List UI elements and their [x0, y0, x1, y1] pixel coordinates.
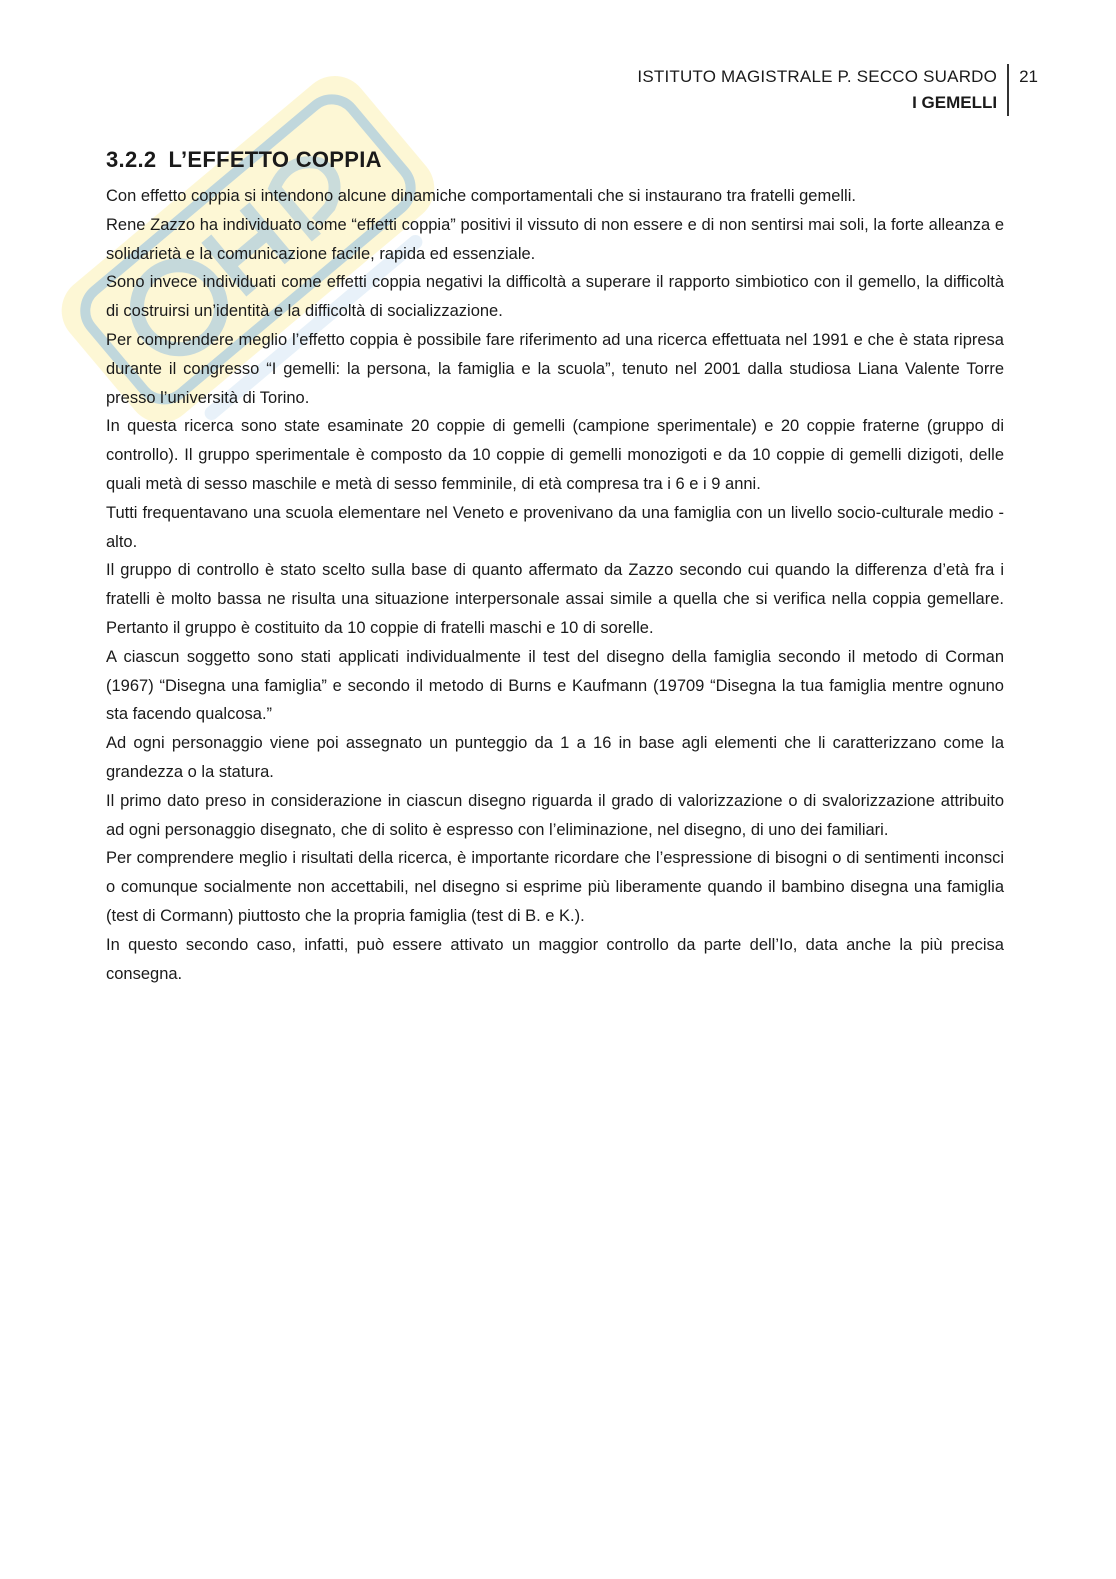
paragraph: Il primo dato preso in considerazione in ciascun disegno riguarda il grado di valorizzazione o di svalorizzazione attribuito ad ogni personaggio disegnato, che di solito è espresso con l’eliminazione, nel disegno, di uno dei familiari.	[106, 791, 1004, 839]
header-institute: ISTITUTO MAGISTRALE P. SECCO SUARDO	[637, 67, 998, 86]
paragraph: In questa ricerca sono state esaminate 20 coppie di gemelli (campione sperimentale) e 20 coppie fraterne (gruppo di controllo). Il gruppo sperimentale è composto da 10 coppie di gemelli monozigoti e da 10 coppie di gemelli dizigoti, delle quali metà di sesso maschile e metà di sesso femminile, di età compresa tra i 6 e i 9 anni.	[106, 417, 1004, 493]
paragraph: A ciascun soggetto sono stati applicati individualmente il test del disegno della famiglia secondo il metodo di Corman (1967) “Disegna una famiglia” e secondo il metodo di Burns e Kaufmann (19709 “Disegna la tua famiglia mentre ognuno sta facendo qualcosa.”	[106, 647, 1004, 724]
paragraph: Per comprendere meglio i risultati della ricerca, è importante ricordare che l’espressione di bisogni o di sentimenti inconsci o comunque socialmente non accettabili, nel disegno si esprime più liberamente quando il bambino disegna una famiglia (test di Cormann) piuttosto che la propria famiglia (test di B. e K.).	[106, 849, 1004, 925]
paragraph: Rene Zazzo ha individuato come “effetti coppia” positivi il vissuto di non essere e di non sentirsi mai soli, la forte alleanza e solidarietà e la comunicazione facile, rapida ed essenziale.	[106, 215, 1004, 263]
section-number: 3.2.2	[106, 147, 157, 172]
page-number: 21	[1019, 67, 1038, 86]
paragraph: Per comprendere meglio l’effetto coppia è possibile fare riferimento ad una ricerca effettuata nel 1991 e che è stata ripresa durante il congresso “I gemelli: la persona, la famiglia e la scuola”, tenuto nel 2001 dalla studiosa Liana Valente Torre presso l’università di Torino.	[106, 330, 1004, 407]
paragraph: Con effetto coppia si intendono alcune dinamiche comportamentali che si instaurano tra fratelli gemelli.	[106, 187, 856, 205]
paragraph: Sono invece individuati come effetti coppia negativi la difficoltà a superare il rapporto simbiotico con il gemello, la difficoltà di costruirsi un’identità e la difficoltà di socializzazione.	[106, 273, 1004, 321]
header-text-block	[637, 64, 1007, 116]
page-header	[637, 64, 1038, 116]
paragraph: Il gruppo di controllo è stato scelto sulla base di quanto affermato da Zazzo secondo cui quando la differenza d’età fra i fratelli è molto bassa ne risulta una situazione interpersonale assai simile a quella che si verifica nella coppia gemellare. Pertanto il gruppo è costituito da 10 coppie di fratelli maschi e 10 di sorelle.	[106, 561, 1004, 637]
paragraph: Tutti frequentavano una scuola elementare nel Veneto e provenivano da una famiglia con un livello socio-culturale medio - alto.	[106, 503, 1004, 551]
section-title	[106, 144, 1004, 176]
section-title-text: L’EFFETTO COPPIA	[168, 147, 382, 172]
paragraph: Ad ogni personaggio viene poi assegnato un punteggio da 1 a 16 in base agli elementi che li caratterizzano come la grandezza o la statura.	[106, 734, 1004, 781]
paragraph: In questo secondo caso, infatti, può essere attivato un maggior controllo da parte dell’Io, data anche la più precisa consegna.	[106, 935, 1004, 983]
section-effetto-coppia	[106, 144, 1004, 988]
header-subject: I GEMELLI	[912, 93, 998, 112]
